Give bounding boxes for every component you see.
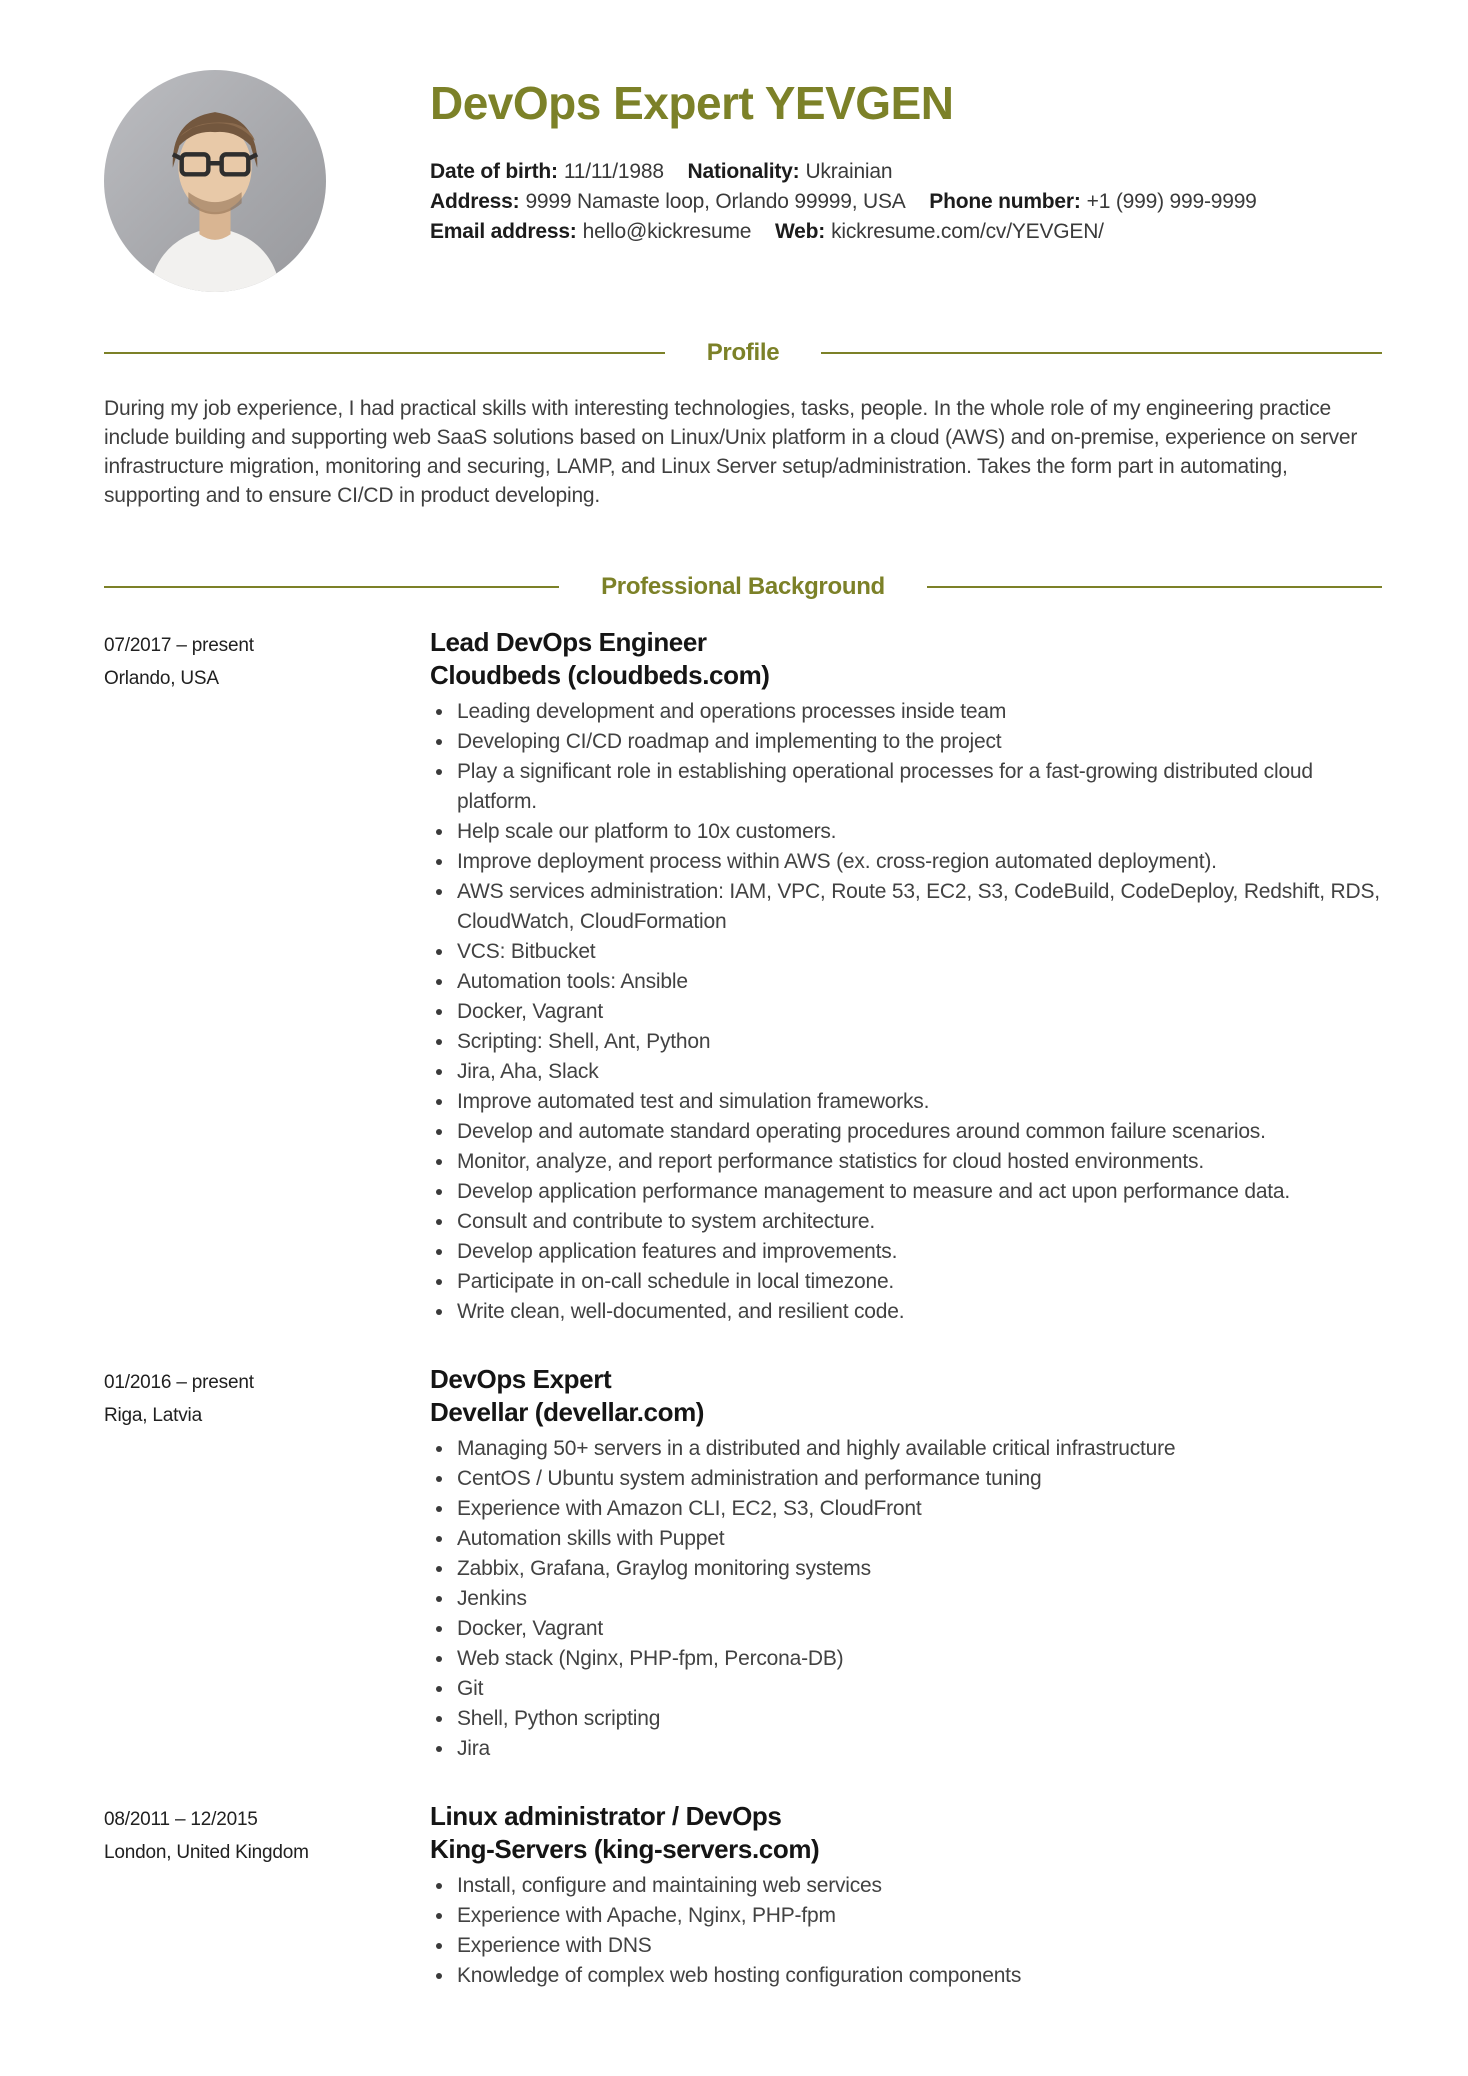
job-bullet-item	[430, 757, 1382, 817]
divider-line	[927, 586, 1382, 588]
profile-heading-text: Profile	[706, 339, 780, 366]
job-bullet-text: Help scale our platform to 10x customers.	[457, 820, 837, 843]
job-list	[104, 626, 1382, 1991]
divider-line	[104, 352, 665, 354]
bullet-dot-icon	[436, 1129, 442, 1135]
job-bullet-item	[430, 1297, 1382, 1327]
job-location: Orlando, USA	[104, 668, 219, 689]
job-meta	[104, 1363, 430, 1764]
address-value: 9999 Namaste loop, Orlando 99999, USA	[525, 189, 906, 213]
job-bullet-item	[430, 1931, 1382, 1961]
bullet-dot-icon	[436, 1506, 442, 1512]
bullet-dot-icon	[436, 889, 442, 895]
job-bullet-text: AWS services administration: IAM, VPC, Route 53, EC2, S3, CodeBuild, CodeDeploy, Redshift, RDS, CloudWatch, CloudFormation	[457, 880, 1380, 933]
job-bullet-list	[430, 1871, 1382, 1991]
job-bullet-text: Web stack (Nginx, PHP-fpm, Percona-DB)	[457, 1647, 844, 1670]
job-bullet-text: Docker, Vagrant	[457, 1000, 604, 1023]
job-bullet-item	[430, 1554, 1382, 1584]
job-bullet-text: Write clean, well-documented, and resilient code.	[457, 1300, 905, 1323]
job-title: Linux administrator / DevOps	[430, 1801, 782, 1831]
bullet-dot-icon	[436, 709, 442, 715]
detail-line-1	[430, 157, 1275, 187]
job-bullet-text: Experience with Amazon CLI, EC2, S3, CloudFront	[457, 1497, 922, 1520]
job-bullet-item	[430, 1464, 1382, 1494]
job-bullet-text: Zabbix, Grafana, Graylog monitoring systems	[457, 1557, 871, 1580]
job-bullet-text: Develop application features and improvements.	[457, 1240, 898, 1263]
job-location: Riga, Latvia	[104, 1405, 202, 1426]
job-bullet-text: Git	[457, 1677, 484, 1700]
job-bullet-text: Play a significant role in establishing operational processes for a fast-growing distributed cloud platform.	[457, 760, 1313, 813]
job-bullet-text: Experience with DNS	[457, 1934, 652, 1957]
job-bullet-text: Consult and contribute to system architecture.	[457, 1210, 876, 1233]
job-bullet-text: Developing CI/CD roadmap and implementing to the project	[457, 730, 1002, 753]
bullet-dot-icon	[436, 1973, 442, 1979]
job-entry-cloudbeds	[104, 626, 1382, 1327]
bullet-dot-icon	[436, 949, 442, 955]
bullet-dot-icon	[436, 1943, 442, 1949]
job-main	[430, 1363, 1382, 1764]
job-bullet-item	[430, 1237, 1382, 1267]
bullet-dot-icon	[436, 1099, 442, 1105]
job-bullet-item	[430, 1674, 1382, 1704]
job-dates: 07/2017 – present	[104, 635, 254, 656]
job-bullet-item	[430, 1524, 1382, 1554]
bullet-dot-icon	[436, 1883, 442, 1889]
job-bullet-text: Knowledge of complex web hosting configuration components	[457, 1964, 1022, 1987]
bullet-dot-icon	[436, 1159, 442, 1165]
profile-photo	[104, 70, 326, 292]
job-bullet-item	[430, 1267, 1382, 1297]
job-company: Cloudbeds (cloudbeds.com)	[430, 660, 770, 690]
job-bullet-item	[430, 847, 1382, 877]
job-bullet-item	[430, 1614, 1382, 1644]
job-bullet-item	[430, 967, 1382, 997]
phone-value: +1 (999) 999-9999	[1086, 189, 1257, 213]
job-bullet-text: Participate in on-call schedule in local timezone.	[457, 1270, 895, 1293]
bullet-dot-icon	[436, 1476, 442, 1482]
divider-line	[104, 586, 559, 588]
web-label: Web:	[774, 219, 826, 243]
job-bullet-text: Develop and automate standard operating procedures around common failure scenarios.	[457, 1120, 1266, 1143]
page-title: DevOps Expert YEVGEN	[430, 77, 954, 129]
job-bullet-text: Develop application performance management to measure and act upon performance data.	[457, 1180, 1291, 1203]
job-bullet-text: Experience with Apache, Nginx, PHP-fpm	[457, 1904, 836, 1927]
job-title: Lead DevOps Engineer	[430, 627, 707, 657]
job-bullet-text: CentOS / Ubuntu system administration and performance tuning	[457, 1467, 1042, 1490]
header-text	[430, 70, 1275, 247]
job-bullet-item	[430, 997, 1382, 1027]
job-bullet-item	[430, 937, 1382, 967]
header	[104, 0, 1382, 292]
job-meta	[104, 1800, 430, 1991]
job-location: London, United Kingdom	[104, 1842, 309, 1863]
detail-line-2	[430, 187, 1275, 217]
job-bullet-item	[430, 1087, 1382, 1117]
bullet-dot-icon	[436, 1039, 442, 1045]
job-bullet-item	[430, 727, 1382, 757]
job-bullet-item	[430, 1734, 1382, 1764]
address-label: Address:	[430, 189, 520, 213]
job-bullet-text: Improve deployment process within AWS (ex. cross-region automated deployment).	[457, 850, 1217, 873]
profile-section-heading	[104, 338, 1382, 368]
bullet-dot-icon	[436, 1656, 442, 1662]
nationality-label: Nationality:	[687, 159, 800, 183]
bullet-dot-icon	[436, 1309, 442, 1315]
profile-paragraph: During my job experience, I had practical skills with interesting technologies, tasks, people. In the whole role of my engineering practice include building and supporting web SaaS solutions based on Linux/Unix platform in a cloud (AWS) and on-premise, experience on server infrastructure migration, monitoring and securing, LAMP, and Linux Server setup/administration. Takes the form part in automating, supporting and to ensure CI/CD in product developing.	[104, 397, 1358, 507]
bullet-dot-icon	[436, 1746, 442, 1752]
job-main	[430, 626, 1382, 1327]
bullet-dot-icon	[436, 1219, 442, 1225]
job-bullet-text: Automation skills with Puppet	[457, 1527, 725, 1550]
job-bullet-text: Monitor, analyze, and report performance statistics for cloud hosted environments.	[457, 1150, 1204, 1173]
job-bullet-list	[430, 1434, 1382, 1764]
job-bullet-text: Jira	[457, 1737, 491, 1760]
job-entry-king-servers	[104, 1800, 1382, 1991]
bullet-dot-icon	[436, 769, 442, 775]
job-bullet-item	[430, 1584, 1382, 1614]
job-dates: 08/2011 – 12/2015	[104, 1809, 258, 1830]
job-bullet-text: Automation tools: Ansible	[457, 970, 688, 993]
web-value: kickresume.com/cv/YEVGEN/	[831, 219, 1104, 243]
bullet-dot-icon	[436, 1069, 442, 1075]
background-heading-text: Professional Background	[601, 573, 885, 600]
job-bullet-text: Jenkins	[457, 1587, 527, 1610]
job-main	[430, 1800, 1382, 1991]
bullet-dot-icon	[436, 1249, 442, 1255]
job-bullet-text: Docker, Vagrant	[457, 1617, 604, 1640]
job-bullet-item	[430, 1644, 1382, 1674]
bullet-dot-icon	[436, 1596, 442, 1602]
job-bullet-item	[430, 1027, 1382, 1057]
job-meta	[104, 626, 430, 1327]
job-bullet-text: VCS: Bitbucket	[457, 940, 596, 963]
background-section-heading	[104, 572, 1382, 602]
job-bullet-item	[430, 1494, 1382, 1524]
job-bullet-text: Install, configure and maintaining web services	[457, 1874, 882, 1897]
job-company: King-Servers (king-servers.com)	[430, 1834, 820, 1864]
job-dates: 01/2016 – present	[104, 1372, 254, 1393]
bullet-dot-icon	[436, 1686, 442, 1692]
bullet-dot-icon	[436, 1279, 442, 1285]
bullet-dot-icon	[436, 979, 442, 985]
bullet-dot-icon	[436, 859, 442, 865]
person-avatar-icon	[104, 70, 326, 292]
job-bullet-item	[430, 1057, 1382, 1087]
email-label: Email address:	[430, 219, 577, 243]
job-bullet-item	[430, 1177, 1382, 1207]
bullet-dot-icon	[436, 1536, 442, 1542]
detail-line-3	[430, 217, 1275, 247]
phone-label: Phone number:	[929, 189, 1081, 213]
bullet-dot-icon	[436, 1009, 442, 1015]
job-bullet-item	[430, 1704, 1382, 1734]
job-bullet-item	[430, 1207, 1382, 1237]
job-title: DevOps Expert	[430, 1364, 612, 1394]
nationality-value: Ukrainian	[805, 159, 893, 183]
dob-label: Date of birth:	[430, 159, 558, 183]
job-bullet-list	[430, 697, 1382, 1327]
job-bullet-text: Shell, Python scripting	[457, 1707, 661, 1730]
job-bullet-item	[430, 1147, 1382, 1177]
job-bullet-text: Leading development and operations processes inside team	[457, 700, 1007, 723]
job-entry-devellar	[104, 1363, 1382, 1764]
bullet-dot-icon	[436, 739, 442, 745]
job-bullet-item	[430, 1961, 1382, 1991]
bullet-dot-icon	[436, 1716, 442, 1722]
bullet-dot-icon	[436, 1626, 442, 1632]
bullet-dot-icon	[436, 1189, 442, 1195]
job-bullet-text: Scripting: Shell, Ant, Python	[457, 1030, 711, 1053]
job-bullet-item	[430, 877, 1382, 937]
bullet-dot-icon	[436, 1566, 442, 1572]
bullet-dot-icon	[436, 829, 442, 835]
bullet-dot-icon	[436, 1913, 442, 1919]
job-bullet-text: Improve automated test and simulation frameworks.	[457, 1090, 930, 1113]
job-bullet-item	[430, 817, 1382, 847]
job-company: Devellar (devellar.com)	[430, 1397, 705, 1427]
job-bullet-text: Jira, Aha, Slack	[457, 1060, 599, 1083]
job-bullet-item	[430, 697, 1382, 727]
divider-line	[821, 352, 1382, 354]
job-bullet-item	[430, 1871, 1382, 1901]
bullet-dot-icon	[436, 1446, 442, 1452]
dob-value: 11/11/1988	[563, 159, 664, 183]
job-bullet-item	[430, 1434, 1382, 1464]
job-bullet-item	[430, 1117, 1382, 1147]
email-value: hello@kickresume	[582, 219, 752, 243]
job-bullet-item	[430, 1901, 1382, 1931]
job-bullet-text: Managing 50+ servers in a distributed and highly available critical infrastructure	[457, 1437, 1176, 1460]
